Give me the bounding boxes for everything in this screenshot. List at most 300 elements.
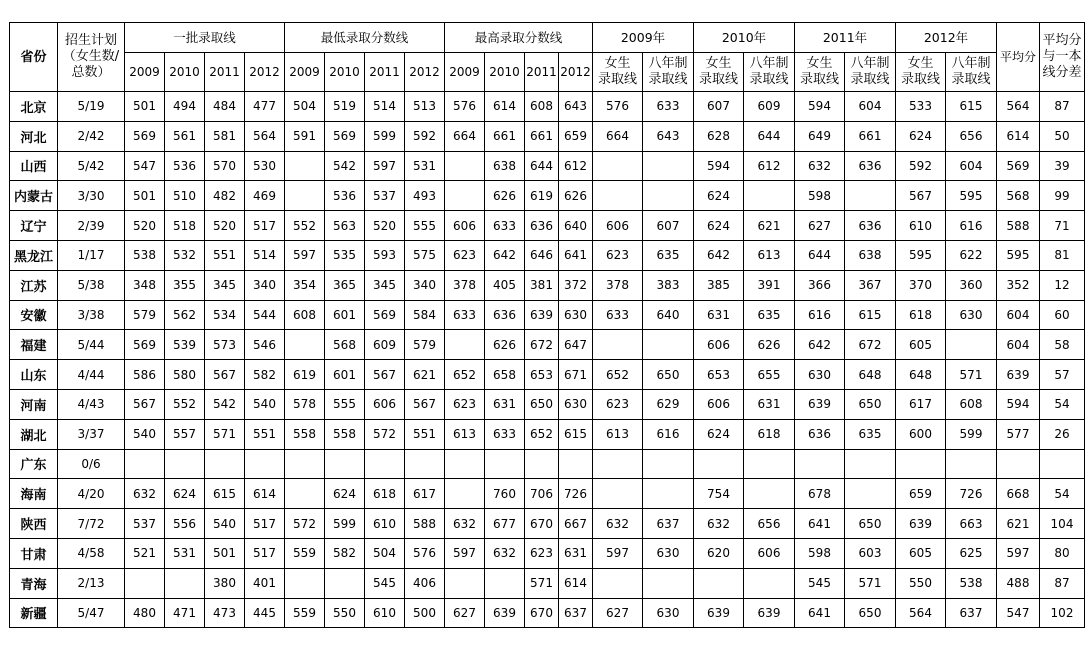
score-cell: 588 bbox=[997, 211, 1040, 241]
score-cell: 521 bbox=[125, 538, 165, 568]
score-cell: 663 bbox=[946, 509, 997, 539]
score-cell: 520 bbox=[125, 211, 165, 241]
province-cell: 河南 bbox=[10, 389, 58, 419]
header-eight-year-line-part: 录取线 bbox=[749, 72, 789, 87]
score-cell: 54 bbox=[1040, 389, 1085, 419]
province-cell: 江苏 bbox=[10, 270, 58, 300]
score-cell: 378 bbox=[593, 270, 643, 300]
plan-cell: 5/38 bbox=[58, 270, 125, 300]
score-cell: 504 bbox=[365, 538, 405, 568]
score-cell: 544 bbox=[245, 300, 285, 330]
score-cell bbox=[525, 449, 559, 479]
province-cell: 海南 bbox=[10, 479, 58, 509]
score-cell: 648 bbox=[896, 360, 946, 390]
header-female-line bbox=[593, 53, 643, 92]
score-cell: 80 bbox=[1040, 538, 1085, 568]
header-female-line-part: 录取线 bbox=[698, 72, 738, 87]
score-cell: 582 bbox=[245, 360, 285, 390]
score-cell: 571 bbox=[946, 360, 997, 390]
score-cell: 656 bbox=[946, 121, 997, 151]
score-cell: 643 bbox=[643, 121, 694, 151]
header-diff-line: 线分差 bbox=[1042, 65, 1082, 80]
header-eight-year-line-part: 八年制 bbox=[648, 56, 688, 71]
score-cell: 593 bbox=[365, 240, 405, 270]
score-cell: 621 bbox=[405, 360, 445, 390]
score-cell: 538 bbox=[125, 240, 165, 270]
header-diff bbox=[1040, 23, 1085, 92]
score-cell: 569 bbox=[125, 330, 165, 360]
score-cell: 546 bbox=[245, 330, 285, 360]
score-cell: 650 bbox=[845, 389, 896, 419]
header-female-line-part: 女生 bbox=[604, 56, 631, 71]
table-row bbox=[10, 270, 1085, 300]
score-cell: 613 bbox=[593, 419, 643, 449]
score-cell: 594 bbox=[795, 92, 845, 122]
score-cell: 563 bbox=[325, 211, 365, 241]
score-cell: 649 bbox=[795, 121, 845, 151]
score-cell: 638 bbox=[845, 240, 896, 270]
score-cell: 539 bbox=[165, 330, 205, 360]
score-cell: 520 bbox=[365, 211, 405, 241]
score-cell: 659 bbox=[559, 121, 593, 151]
score-cell bbox=[744, 479, 795, 509]
score-cell: 661 bbox=[845, 121, 896, 151]
score-cell: 477 bbox=[245, 92, 285, 122]
score-cell: 608 bbox=[946, 389, 997, 419]
score-cell: 608 bbox=[525, 92, 559, 122]
score-cell: 370 bbox=[896, 270, 946, 300]
score-cell: 612 bbox=[744, 151, 795, 181]
score-cell: 612 bbox=[559, 151, 593, 181]
header-year-cell: 2010 bbox=[325, 53, 365, 92]
score-cell: 533 bbox=[896, 92, 946, 122]
score-cell: 636 bbox=[525, 211, 559, 241]
score-cell: 576 bbox=[445, 92, 485, 122]
score-cell: 646 bbox=[525, 240, 559, 270]
header-female-line bbox=[896, 53, 946, 92]
score-cell: 632 bbox=[694, 509, 744, 539]
score-cell: 598 bbox=[795, 181, 845, 211]
header-plan-line: 招生计划 bbox=[64, 33, 117, 48]
score-cell bbox=[285, 151, 325, 181]
score-cell: 640 bbox=[643, 300, 694, 330]
score-cell bbox=[795, 449, 845, 479]
score-cell: 57 bbox=[1040, 360, 1085, 390]
plan-cell: 0/6 bbox=[58, 449, 125, 479]
province-cell: 安徽 bbox=[10, 300, 58, 330]
score-cell: 672 bbox=[845, 330, 896, 360]
table-row bbox=[10, 181, 1085, 211]
score-cell bbox=[744, 568, 795, 598]
score-cell: 567 bbox=[205, 360, 245, 390]
header-female-line bbox=[694, 53, 744, 92]
score-cell: 633 bbox=[485, 211, 525, 241]
header-female-line-part: 录取线 bbox=[900, 72, 940, 87]
header-eight-year-line bbox=[946, 53, 997, 92]
score-cell: 599 bbox=[365, 121, 405, 151]
score-cell: 547 bbox=[997, 598, 1040, 628]
header-eight-year-line-part: 八年制 bbox=[749, 56, 789, 71]
score-cell: 501 bbox=[125, 92, 165, 122]
score-cell: 640 bbox=[559, 211, 593, 241]
score-cell bbox=[485, 449, 525, 479]
score-cell: 614 bbox=[485, 92, 525, 122]
score-cell: 626 bbox=[485, 181, 525, 211]
score-cell: 580 bbox=[165, 360, 205, 390]
score-cell: 352 bbox=[997, 270, 1040, 300]
score-cell: 26 bbox=[1040, 419, 1085, 449]
header-year-2010: 2010年 bbox=[694, 23, 795, 53]
header-eight-year-line-part: 录取线 bbox=[850, 72, 890, 87]
score-cell: 484 bbox=[205, 92, 245, 122]
score-cell: 632 bbox=[795, 151, 845, 181]
score-cell: 536 bbox=[165, 151, 205, 181]
header-year-cell: 2012 bbox=[245, 53, 285, 92]
score-cell: 672 bbox=[525, 330, 559, 360]
score-cell: 641 bbox=[795, 509, 845, 539]
score-cell: 555 bbox=[405, 211, 445, 241]
header-eight-year-line-part: 录取线 bbox=[951, 72, 991, 87]
score-cell: 473 bbox=[205, 598, 245, 628]
score-cell: 480 bbox=[125, 598, 165, 628]
score-cell: 617 bbox=[896, 389, 946, 419]
score-cell: 559 bbox=[285, 538, 325, 568]
score-cell: 561 bbox=[165, 121, 205, 151]
score-cell: 569 bbox=[365, 300, 405, 330]
score-cell: 551 bbox=[245, 419, 285, 449]
score-cell bbox=[845, 181, 896, 211]
plan-cell: 3/30 bbox=[58, 181, 125, 211]
score-cell: 647 bbox=[559, 330, 593, 360]
score-cell: 540 bbox=[205, 509, 245, 539]
score-cell: 614 bbox=[245, 479, 285, 509]
score-cell: 607 bbox=[643, 211, 694, 241]
score-cell: 579 bbox=[405, 330, 445, 360]
score-cell: 518 bbox=[165, 211, 205, 241]
score-cell: 637 bbox=[559, 598, 593, 628]
score-cell bbox=[205, 449, 245, 479]
score-cell: 678 bbox=[795, 479, 845, 509]
score-cell: 642 bbox=[485, 240, 525, 270]
score-cell: 624 bbox=[896, 121, 946, 151]
score-cell: 514 bbox=[245, 240, 285, 270]
score-cell: 599 bbox=[946, 419, 997, 449]
score-cell: 571 bbox=[845, 568, 896, 598]
score-cell: 102 bbox=[1040, 598, 1085, 628]
score-cell: 635 bbox=[643, 240, 694, 270]
score-cell: 631 bbox=[694, 300, 744, 330]
score-cell: 564 bbox=[896, 598, 946, 628]
score-cell bbox=[593, 151, 643, 181]
score-cell bbox=[165, 449, 205, 479]
score-cell: 624 bbox=[165, 479, 205, 509]
score-cell: 557 bbox=[165, 419, 205, 449]
score-cell: 562 bbox=[165, 300, 205, 330]
province-cell: 河北 bbox=[10, 121, 58, 151]
score-cell: 594 bbox=[997, 389, 1040, 419]
score-cell: 671 bbox=[559, 360, 593, 390]
score-cell: 650 bbox=[525, 389, 559, 419]
score-cell: 575 bbox=[405, 240, 445, 270]
score-cell: 615 bbox=[946, 92, 997, 122]
score-cell: 706 bbox=[525, 479, 559, 509]
score-cell: 603 bbox=[845, 538, 896, 568]
header-eight-year-line-part: 录取线 bbox=[648, 72, 688, 87]
score-cell: 627 bbox=[795, 211, 845, 241]
score-cell: 406 bbox=[405, 568, 445, 598]
score-cell: 639 bbox=[997, 360, 1040, 390]
province-cell: 湖北 bbox=[10, 419, 58, 449]
score-cell: 639 bbox=[744, 598, 795, 628]
score-cell: 621 bbox=[744, 211, 795, 241]
score-cell: 501 bbox=[125, 181, 165, 211]
score-cell: 581 bbox=[205, 121, 245, 151]
score-cell: 380 bbox=[205, 568, 245, 598]
score-cell bbox=[946, 330, 997, 360]
score-cell bbox=[445, 449, 485, 479]
header-eight-year-line bbox=[744, 53, 795, 92]
score-cell: 610 bbox=[896, 211, 946, 241]
score-cell: 572 bbox=[285, 509, 325, 539]
score-cell: 552 bbox=[165, 389, 205, 419]
score-cell: 653 bbox=[694, 360, 744, 390]
header-year-cell: 2011 bbox=[525, 53, 559, 92]
score-cell: 632 bbox=[485, 538, 525, 568]
score-cell: 586 bbox=[125, 360, 165, 390]
score-cell: 620 bbox=[694, 538, 744, 568]
score-cell: 644 bbox=[795, 240, 845, 270]
score-cell: 601 bbox=[325, 300, 365, 330]
score-cell bbox=[643, 151, 694, 181]
score-cell: 631 bbox=[485, 389, 525, 419]
province-cell: 新疆 bbox=[10, 598, 58, 628]
score-cell bbox=[744, 449, 795, 479]
table-row bbox=[10, 151, 1085, 181]
score-cell: 556 bbox=[165, 509, 205, 539]
score-cell: 54 bbox=[1040, 479, 1085, 509]
score-cell: 482 bbox=[205, 181, 245, 211]
score-cell: 445 bbox=[245, 598, 285, 628]
score-cell: 367 bbox=[845, 270, 896, 300]
score-cell: 661 bbox=[485, 121, 525, 151]
province-cell: 辽宁 bbox=[10, 211, 58, 241]
score-cell: 531 bbox=[405, 151, 445, 181]
score-cell bbox=[445, 181, 485, 211]
score-cell: 631 bbox=[559, 538, 593, 568]
plan-cell: 4/43 bbox=[58, 389, 125, 419]
score-cell: 626 bbox=[485, 330, 525, 360]
score-cell: 348 bbox=[125, 270, 165, 300]
score-cell: 618 bbox=[896, 300, 946, 330]
plan-cell: 4/58 bbox=[58, 538, 125, 568]
header-year-cell: 2011 bbox=[205, 53, 245, 92]
score-cell bbox=[593, 449, 643, 479]
score-cell: 494 bbox=[165, 92, 205, 122]
score-cell: 668 bbox=[997, 479, 1040, 509]
score-cell: 644 bbox=[744, 121, 795, 151]
score-cell: 616 bbox=[946, 211, 997, 241]
table-row bbox=[10, 449, 1085, 479]
score-cell: 624 bbox=[694, 211, 744, 241]
score-cell: 670 bbox=[525, 598, 559, 628]
score-cell bbox=[445, 479, 485, 509]
score-cell bbox=[125, 449, 165, 479]
score-cell: 345 bbox=[365, 270, 405, 300]
score-cell: 504 bbox=[285, 92, 325, 122]
province-cell: 青海 bbox=[10, 568, 58, 598]
score-cell: 604 bbox=[946, 151, 997, 181]
score-cell: 588 bbox=[405, 509, 445, 539]
header-eight-year-line bbox=[845, 53, 896, 92]
score-cell: 383 bbox=[643, 270, 694, 300]
header-female-line-part: 录取线 bbox=[597, 72, 637, 87]
table-row bbox=[10, 240, 1085, 270]
score-cell: 372 bbox=[559, 270, 593, 300]
header-year-cell: 2009 bbox=[285, 53, 325, 92]
score-cell: 535 bbox=[325, 240, 365, 270]
score-cell: 597 bbox=[365, 151, 405, 181]
table-row bbox=[10, 360, 1085, 390]
score-cell: 619 bbox=[525, 181, 559, 211]
score-cell: 552 bbox=[285, 211, 325, 241]
score-cell: 12 bbox=[1040, 270, 1085, 300]
score-cell: 605 bbox=[896, 538, 946, 568]
score-cell: 537 bbox=[125, 509, 165, 539]
score-cell: 615 bbox=[845, 300, 896, 330]
province-cell: 广东 bbox=[10, 449, 58, 479]
score-cell: 656 bbox=[744, 509, 795, 539]
header-year-cell: 2012 bbox=[559, 53, 593, 92]
score-cell: 39 bbox=[1040, 151, 1085, 181]
score-cell: 87 bbox=[1040, 92, 1085, 122]
score-cell bbox=[325, 449, 365, 479]
score-cell: 643 bbox=[559, 92, 593, 122]
score-cell: 569 bbox=[997, 151, 1040, 181]
score-cell: 614 bbox=[997, 121, 1040, 151]
score-cell: 636 bbox=[845, 211, 896, 241]
score-cell bbox=[485, 568, 525, 598]
province-cell: 内蒙古 bbox=[10, 181, 58, 211]
header-first-batch-line: 一批录取线 bbox=[125, 23, 285, 53]
province-cell: 甘肃 bbox=[10, 538, 58, 568]
score-cell bbox=[593, 330, 643, 360]
plan-cell: 3/38 bbox=[58, 300, 125, 330]
score-cell: 99 bbox=[1040, 181, 1085, 211]
score-cell: 514 bbox=[365, 92, 405, 122]
score-cell: 621 bbox=[997, 509, 1040, 539]
score-cell: 632 bbox=[445, 509, 485, 539]
score-cell: 613 bbox=[744, 240, 795, 270]
score-cell: 391 bbox=[744, 270, 795, 300]
score-cell bbox=[593, 181, 643, 211]
score-cell bbox=[643, 568, 694, 598]
score-cell: 631 bbox=[744, 389, 795, 419]
score-cell: 615 bbox=[205, 479, 245, 509]
province-cell: 黑龙江 bbox=[10, 240, 58, 270]
score-cell: 378 bbox=[445, 270, 485, 300]
score-cell: 584 bbox=[405, 300, 445, 330]
plan-cell: 2/42 bbox=[58, 121, 125, 151]
score-cell: 639 bbox=[896, 509, 946, 539]
score-cell: 639 bbox=[485, 598, 525, 628]
score-cell: 50 bbox=[1040, 121, 1085, 151]
score-cell: 597 bbox=[593, 538, 643, 568]
score-cell: 619 bbox=[285, 360, 325, 390]
score-cell: 567 bbox=[896, 181, 946, 211]
score-cell: 754 bbox=[694, 479, 744, 509]
score-cell: 636 bbox=[485, 300, 525, 330]
score-cell: 567 bbox=[405, 389, 445, 419]
score-cell: 513 bbox=[405, 92, 445, 122]
score-cell: 555 bbox=[325, 389, 365, 419]
score-cell: 664 bbox=[593, 121, 643, 151]
score-cell: 542 bbox=[325, 151, 365, 181]
score-cell: 540 bbox=[245, 389, 285, 419]
score-cell: 601 bbox=[325, 360, 365, 390]
score-cell bbox=[165, 568, 205, 598]
score-cell: 652 bbox=[593, 360, 643, 390]
score-cell: 636 bbox=[795, 419, 845, 449]
score-cell: 531 bbox=[165, 538, 205, 568]
score-cell: 578 bbox=[285, 389, 325, 419]
score-cell: 488 bbox=[997, 568, 1040, 598]
score-cell: 632 bbox=[593, 509, 643, 539]
score-cell: 599 bbox=[325, 509, 365, 539]
score-cell: 726 bbox=[946, 479, 997, 509]
score-cell: 641 bbox=[795, 598, 845, 628]
score-cell bbox=[559, 449, 593, 479]
score-cell: 630 bbox=[643, 538, 694, 568]
score-cell: 595 bbox=[997, 240, 1040, 270]
score-cell: 604 bbox=[997, 300, 1040, 330]
score-cell: 493 bbox=[405, 181, 445, 211]
score-cell: 608 bbox=[285, 300, 325, 330]
plan-cell: 5/44 bbox=[58, 330, 125, 360]
table-row bbox=[10, 300, 1085, 330]
table-row bbox=[10, 389, 1085, 419]
score-cell: 639 bbox=[795, 389, 845, 419]
score-cell: 591 bbox=[285, 121, 325, 151]
header-year-cell: 2011 bbox=[365, 53, 405, 92]
score-cell: 726 bbox=[559, 479, 593, 509]
score-cell: 642 bbox=[694, 240, 744, 270]
score-cell: 577 bbox=[997, 419, 1040, 449]
score-cell: 609 bbox=[365, 330, 405, 360]
score-cell bbox=[285, 181, 325, 211]
score-cell bbox=[896, 449, 946, 479]
table-row bbox=[10, 598, 1085, 628]
score-cell: 623 bbox=[525, 538, 559, 568]
score-cell: 616 bbox=[643, 419, 694, 449]
score-cell bbox=[643, 449, 694, 479]
score-cell: 630 bbox=[559, 389, 593, 419]
score-cell: 471 bbox=[165, 598, 205, 628]
score-cell: 641 bbox=[559, 240, 593, 270]
score-cell: 627 bbox=[445, 598, 485, 628]
province-cell: 山东 bbox=[10, 360, 58, 390]
score-cell: 540 bbox=[125, 419, 165, 449]
score-cell: 648 bbox=[845, 360, 896, 390]
score-cell: 604 bbox=[997, 330, 1040, 360]
score-cell: 760 bbox=[485, 479, 525, 509]
score-cell: 547 bbox=[125, 151, 165, 181]
header-average: 平均分 bbox=[997, 23, 1040, 92]
score-cell: 381 bbox=[525, 270, 559, 300]
header-diff-line: 平均分 bbox=[1042, 33, 1082, 48]
score-cell: 366 bbox=[795, 270, 845, 300]
header-plan-line: （女生数/ bbox=[62, 49, 120, 64]
score-cell bbox=[445, 330, 485, 360]
